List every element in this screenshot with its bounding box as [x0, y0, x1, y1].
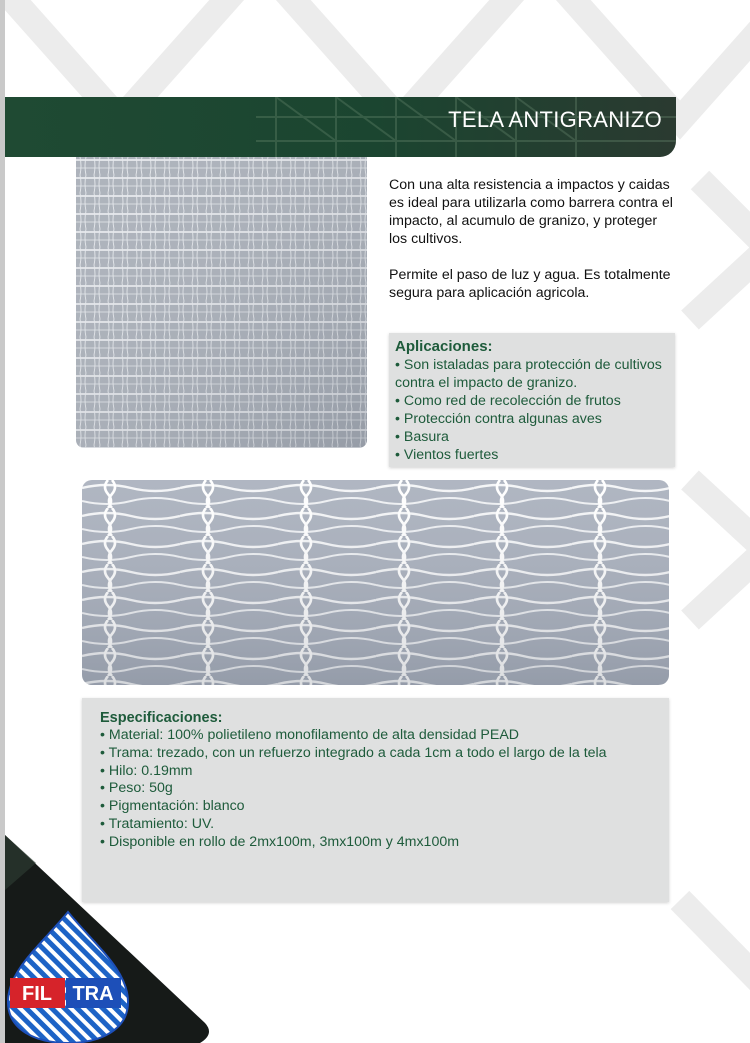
list-item: • Pigmentación: blanco	[100, 798, 669, 816]
intro-paragraph-1: Con una alta resistencia a impactos y caidas es ideal para utilizarla como barrera contra el impacto, al acumulo de granizo, y proteger los cultivos.	[389, 177, 673, 247]
logo-text-tra: TRA	[72, 983, 114, 1005]
filtra-logo	[0, 820, 220, 1043]
list-item: • Hilo: 0.19mm	[100, 763, 669, 781]
aplicaciones-box	[389, 333, 675, 467]
aplicaciones-list	[395, 356, 675, 464]
especificaciones-title: Especificaciones:	[100, 710, 223, 726]
list-item: • Material: 100% polietileno monofilamento de alta densidad PEAD	[100, 727, 669, 745]
list-item: • Protección contra algunas aves	[395, 410, 675, 428]
net-photo-detail	[82, 480, 669, 685]
list-item: • Basura	[395, 428, 675, 446]
list-item: • Disponible en rollo de 2mx100m, 3mx100m y 4mx100m	[100, 834, 669, 852]
list-item: • Trama: trezado, con un refuerzo integrado a cada 1cm a todo el largo de la tela	[100, 745, 669, 763]
net-photo-closeup	[76, 157, 367, 448]
header-banner	[5, 97, 676, 157]
list-item: • Peso: 50g	[100, 780, 669, 798]
logo-text-fil: FIL	[22, 983, 52, 1005]
list-item: • Tratamiento: UV.	[100, 816, 669, 834]
page-title: TELA ANTIGRANIZO	[448, 107, 662, 132]
list-item: • Como red de recolección de frutos	[395, 392, 675, 410]
intro-paragraph-2: Permite el paso de luz y agua. Es totalmente segura para aplicación agricola.	[389, 267, 671, 301]
aplicaciones-title: Aplicaciones:	[395, 338, 493, 355]
list-item: • Vientos fuertes	[395, 446, 675, 464]
list-item: • Son istaladas para protección de cultivos contra el impacto de granizo.	[395, 356, 675, 392]
intro-text	[389, 176, 679, 302]
